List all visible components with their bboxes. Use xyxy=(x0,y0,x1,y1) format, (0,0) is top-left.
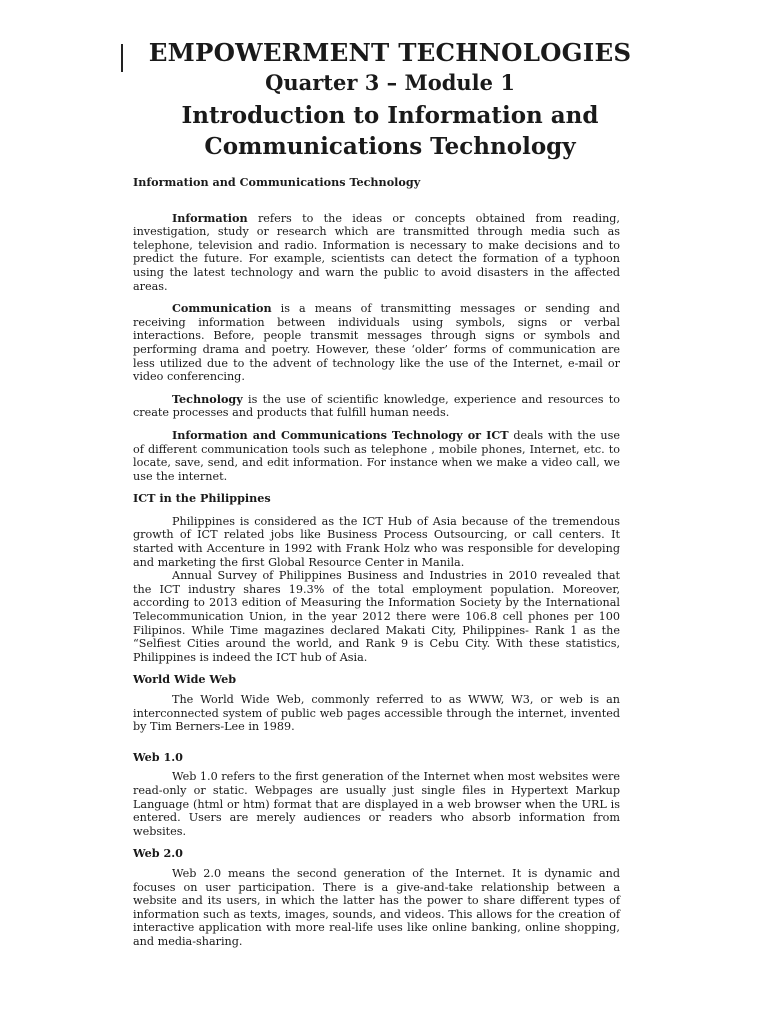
term-communication: Communication xyxy=(172,301,272,316)
section-heading-ict: Information and Communications Technology xyxy=(133,175,421,189)
paragraph-philippines-2: Annual Survey of Philippines Business and Industries in 2010 revealed that the ICT industry shares 19.3% of the total employment population. Moreover, according to 2013 edition of Measuring the Information Society by the International Telecommunication Union, in the year 2012 there were 106.8 cell phones per 100 Filipinos. While Time magazines declared Makati City, Philippines- Rank 1 as the “Selfiest Cities around the world, and Rank 9 is Cebu City. With these statistics, Philippines is indeed the ICT hub of Asia. xyxy=(133,569,620,664)
term-technology: Technology xyxy=(172,391,243,406)
paragraph-web1: Web 1.0 refers to the first generation of the Internet when most websites were read-only or static. Webpages are usually just single files in Hypertext Markup Language (html or htm) format that are displayed in a web browser when the URL is entered. Users are merely audiences or readers who absorb information from websites. xyxy=(133,770,620,838)
paragraph-philippines-1: Philippines is considered as the ICT Hub of Asia because of the tremendous growth of ICT related jobs like Business Process Outsourcing, or call centers. It started with Accenture in 1992 with Frank Holz who was responsible for developing and marketing the first Global Resource Center in Manila. xyxy=(133,514,620,569)
subject-title: EMPOWERMENT TECHNOLOGIES xyxy=(148,38,632,67)
text-communication: is a means of transmitting messages or sending and receiving information between individuals using symbols, signs or verbal interactions. Before, people transmit messages through signs or symbols and performing drama and poetry. However, these ‘older’ forms of communication are less utilized due to the advent of technology like the use of the Internet, e-mail or video conferencing. xyxy=(133,302,620,384)
paragraph-web2: Web 2.0 means the second generation of the Internet. It is dynamic and focuses on user participation. There is a give-and-take relationship between a website and its users, in which the latter has the power to share different types of information such as texts, images, sounds, and videos. This allows for the creation of interactive application with more real-life uses like online banking, online shopping, and media-sharing. xyxy=(133,866,620,948)
section-heading-web2: Web 2.0 xyxy=(133,846,183,861)
paragraph-ict xyxy=(133,429,620,483)
section-heading-www: World Wide Web xyxy=(133,672,237,687)
text-ict: deals with the use of different communication tools such as telephone , mobile phones, Internet, etc. to locate, save, send, and edit information. For instance when we make a video call, we use the internet. xyxy=(133,428,620,483)
paragraph-communication xyxy=(133,302,620,384)
paragraph-technology xyxy=(133,393,620,420)
document-body xyxy=(133,176,620,949)
paragraph-information xyxy=(133,212,620,294)
module-title xyxy=(110,100,670,162)
module-title-line1: Introduction to Information and xyxy=(181,102,599,129)
module-title-line2: Communications Technology xyxy=(204,133,576,160)
paragraph-www: The World Wide Web, commonly referred to as WWW, W3, or web is an interconnected system of public web pages accessible through the internet, invented by Tim Berners-Lee in 1989. xyxy=(133,693,620,734)
document-header xyxy=(110,38,670,162)
section-heading-philippines: ICT in the Philippines xyxy=(133,491,271,506)
quarter-module-label: Quarter 3 – Module 1 xyxy=(265,70,515,95)
term-information: Information xyxy=(172,210,248,225)
text-information: refers to the ideas or concepts obtained from reading, investigation, study or research which are transmitted through media such as telephone, television and radio. Information is necessary to make decisions and to predict the future. For example, scientists can detect the formation of a typhoon using the latest technology and warn the public to avoid disasters in the affected areas. xyxy=(133,211,620,293)
section-heading-web1: Web 1.0 xyxy=(133,749,183,764)
term-ict: Information and Communications Technology or ICT xyxy=(172,427,509,442)
text-technology: is the use of scientific knowledge, experience and resources to create processes and products that fulfill human needs. xyxy=(133,392,620,420)
